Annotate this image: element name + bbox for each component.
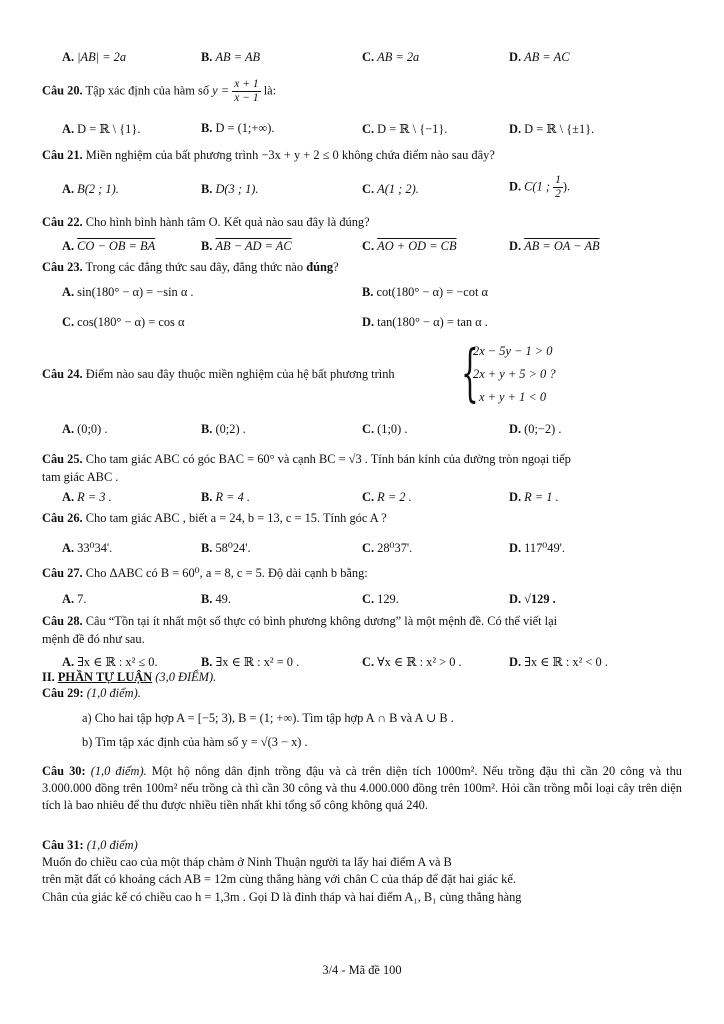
q20-option-b: B. D = (1;+∞). [201,121,275,135]
q21-d-fraction: $\frac{1}{2}$ [555,174,561,200]
q20-stem: Câu 20. Tập xác định của hàm số y = $\frac{x + 1}{x - 1}$ là: [42,78,277,104]
brace-symbol: { [461,336,479,409]
q28-option-b: B. ∃x ∈ ℝ : x² = 0 . [201,655,300,669]
q26-option-b: B. 58⁰24'. [201,541,251,555]
q24-ineq-2: 2x + y + 5 > 0 ? [473,367,556,381]
q21-option-d: D. C(1 ; $\frac{1}{2}$ ). [509,174,571,200]
q22-stem: Câu 22. Cho hình bình hành tâm O. Kết quả nào sau đây là đúng? [42,215,370,229]
q24-stem: Câu 24. Điểm nào sau đây thuộc miền nghiệm của hệ bất phương trình [42,367,395,381]
q24-option-c: C. (1;0) . [362,422,408,436]
q29-part-b: b) Tìm tập xác định của hàm số y = √(3 − x) . [82,735,308,749]
q20-option-a: A. D = ℝ \ {1}. [62,122,141,136]
q24-option-a: A. (0;0) . [62,422,108,436]
q19-option-d: D. AB = AC [509,50,570,64]
q25-stem-line2: tam giác ABC . [42,470,119,484]
q27-option-c: C. 129. [362,592,399,606]
q26-option-d: D. 117⁰49'. [509,541,565,555]
q25-option-c: C. R = 2 . [362,490,412,504]
q22-option-d: D. AB = OA − AB [509,239,600,253]
q31-line2: trên mặt đất có khoảng cách AB = 12m cùng thẳng hàng với chân C của tháp để đặt hai giác kế. [42,872,516,886]
q19-option-b: B. AB = AB [201,50,261,64]
q28-stem-line2: mệnh đề đó như sau. [42,632,145,646]
q24-option-d: D. (0;−2) . [509,422,562,436]
q21-option-c: C. A(1 ; 2). [362,182,419,196]
q27-option-a: A. 7. [62,592,87,606]
q23-option-b: B. cot(180° − α) = −cot α [362,285,488,299]
q25-option-b: B. R = 4 . [201,490,251,504]
q30-text: Câu 30: (1,0 điểm). Một hộ nông dân định trồng đậu và cà trên diện tích 1000m². Nếu trồng đậu thì cần 20 công và thu 3.000.000 đồng trên 100m² nếu trồng cà thì cần 30 công và thu 4.000.000 đồng trên 100m². Hỏi cần trồng mỗi loại cây trên diện tích là bao nhiêu để thu được nhiều tiền nhất khi tổng số công không quá 240. [42,764,682,812]
q28-option-a: A. ∃x ∈ ℝ : x² ≤ 0. [62,655,158,669]
q27-option-b: B. 49. [201,592,231,606]
q24-system [461,336,581,409]
q22-option-a: A. CO − OB = BA [62,239,156,253]
q19-option-a: A. |AB| = 2a [62,50,127,64]
q23-stem: Câu 23. Trong các đẳng thức sau đây, đẳng thức nào đúng? [42,260,339,274]
q24-ineq-3: x + y + 1 < 0 [479,390,547,404]
q27-stem: Câu 27. Cho ΔABC có B = 60⁰, a = 8, c = 5. Độ dài cạnh b bằng: [42,566,368,580]
q24-option-b: B. (0;2) . [201,422,246,436]
q19-option-c: C. AB = 2a [362,50,420,64]
q25-stem-line1: Câu 25. Cho tam giác ABC có góc BAC = 60° và cạnh BC = √3 . Tính bán kính của đường tròn ngoại tiếp [42,452,571,466]
q29-part-a: a) Cho hai tập hợp A = [−5; 3), B = (1; +∞). Tìm tập hợp A ∩ B và A ∪ B . [82,711,454,725]
q21-option-b: B. D(3 ; 1). [201,182,259,196]
q26-stem: Câu 26. Cho tam giác ABC , biết a = 24, b = 13, c = 15. Tính góc A ? [42,511,387,525]
q29-heading: Câu 29: (1,0 điểm). [42,686,141,700]
q28-option-c: C. ∀x ∈ ℝ : x² > 0 . [362,655,462,669]
q20-fraction: $\frac{x + 1}{x - 1}$ [234,78,259,104]
q27-option-d: D. √129 . [509,592,556,606]
q23-option-c: C. cos(180° − α) = cos α [62,315,185,329]
q21-option-a: A. B(2 ; 1). [62,182,119,196]
q28-stem-line1: Câu 28. Câu “Tồn tại ít nhất một số thực có bình phương không dương” là một mệnh đề. Có thể viết lại [42,614,558,628]
q28-option-d: D. ∃x ∈ ℝ : x² < 0 . [509,655,608,669]
q31-line3: Chân của giác kế có chiều cao h = 1,3m . Gọi D là đỉnh tháp và hai điểm A₁, B₁ cùng thẳng hàng [42,890,522,904]
q23-option-a: A. sin(180° − α) = −sin α . [62,285,194,299]
q22-option-c: C. AO + OD = CB [362,239,457,253]
q26-option-a: A. 33⁰34'. [62,541,113,555]
q25-option-a: A. R = 3 . [62,490,112,504]
q26-option-c: C. 28⁰37'. [362,541,413,555]
q31-heading: Câu 31: (1,0 điểm) [42,838,138,852]
q23-option-d: D. tan(180° − α) = tan α . [362,315,488,329]
page-footer: 3/4 - Mã đề 100 [322,963,402,977]
q21-stem: Câu 21. Miền nghiệm của bất phương trình −3x + y + 2 ≤ 0 không chứa điểm nào sau đây? [42,148,495,162]
q20-option-c: C. D = ℝ \ {−1}. [362,122,448,136]
q25-option-d: D. R = 1 . [509,490,559,504]
q20-option-d: D. D = ℝ \ {±1}. [509,122,595,136]
q22-option-b: B. AB − AD = AC [201,239,292,253]
q24-ineq-1: 2x − 5y − 1 > 0 [473,344,553,358]
part2-heading: II. PHẦN TỰ LUẬN (3,0 ĐIỂM). [42,670,217,684]
q31-line1: Muốn đo chiều cao của một tháp chàm ở Ninh Thuận người ta lấy hai điểm A và B [42,855,452,869]
